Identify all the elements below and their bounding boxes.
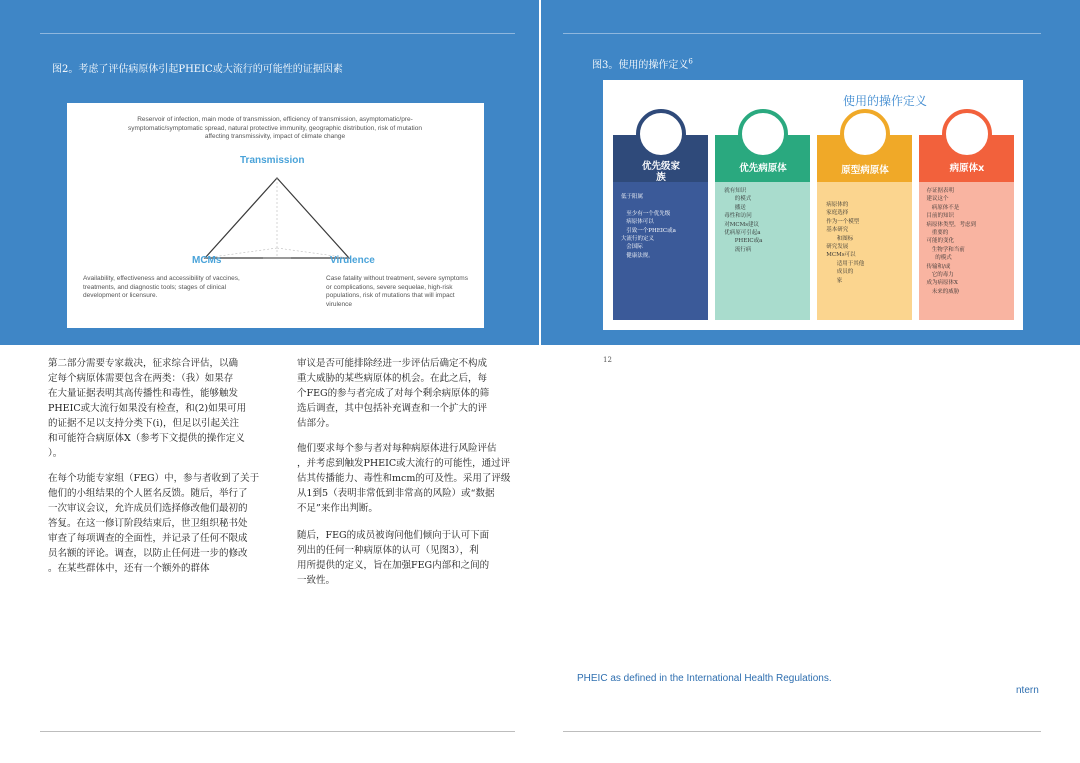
- figure2-evidence-triangle: [67, 103, 484, 328]
- col1-paragraph-1: 第二部分需要专家裁决，征求综合评估，以确 定每个病原体需要包含在两类：（我）如果存 在大量证据表明其高传播性和毒性，能够触发 PHEIC或大流行如果没有检查，和(2)如果可用 的证据不足以支持分类下(i)，但足以引起关注 和可能符合病原体X（参考下文提供的操作定义 ）。: [48, 358, 247, 459]
- column-heading: 病原体x: [949, 163, 985, 174]
- footnote-marker: 6: [688, 57, 693, 66]
- col2-paragraph-2: 他们要求每个参与者对每种病原体进行风险评估 ，并考虑到触发PHEIC或大流行的可能性，通过评 估其传播能力、毒性和mcm的可及性。采用了评级 从1到5（表明非常低到非常高的风险）或“数据 不足”来作出判断。: [297, 443, 511, 514]
- bottom-rule-right: [563, 731, 1041, 732]
- column-heading: 优先级家 族: [641, 161, 680, 183]
- figure2-caption: 图2。考虑了评估病原体引起PHEIC或大流行的可能性的证据因素: [52, 64, 343, 75]
- definition-column-priority-pathogen: [715, 135, 810, 320]
- definition-column-pathogen-x: [919, 135, 1014, 320]
- mcms-text: Availability, effectiveness and accessibility of vaccines, treatments, and diagnostic tools; stages of clinical development or licensure.: [83, 275, 240, 299]
- page-divider: [539, 0, 541, 763]
- definition-column-priority-family: [613, 135, 708, 320]
- triangle-diagram: [197, 173, 357, 263]
- bottom-rule-left: [40, 731, 515, 732]
- definition-column-prototype-pathogen: [817, 135, 912, 320]
- circle-icon: [840, 109, 890, 159]
- virulence-label: Virulence: [330, 255, 375, 266]
- circle-icon: [636, 109, 686, 159]
- column-text: 低于阳属 至少有一个优先级 病原体可以 引致一个PHEIC或a 大流行的定义 会国际 健康法规。: [621, 194, 676, 259]
- figure3-operational-definitions: [603, 80, 1023, 330]
- top-rule-left: [40, 33, 515, 34]
- page-number: 12: [603, 356, 612, 364]
- figure3-caption: [592, 56, 693, 71]
- col2-paragraph-1: 审议是否可能排除经进一步评估后确定不构成 重大威胁的某些病原体的机会。在此之后，每 个FEG的参与者完成了对每个剩余病原体的筛 选后调查，其中包括补充调查和一个扩大的评 估部分。: [297, 358, 490, 429]
- column-heading: 原型病原体: [841, 165, 889, 176]
- col1-paragraph-2: 在每个功能专家组（FEG）中，参与者收到了关于 他们的小组结果的个人匿名反馈。随后，举行了 一次审议会议，允许成员们选择修改他们最初的 答复。在这一修订阶段结束后，世卫组织秘书处 审查了每项调查的全面性，并记录了任何不限成 员名额的评论。调查，以防止任何进一步的修改 。在某些群体中，还有一个额外的群体: [48, 473, 260, 574]
- footnote-fragment: ntern: [1016, 685, 1039, 696]
- column-text: 就有知识 的模式 播送 毒性和访问 对MCMs建议 优病原可引起a PHEIC或a 流行病: [724, 188, 763, 253]
- reservoir-text: Reservoir of infection, main mode of transmission, efficiency of transmission, asymptomatic/pre-symptomatic/symptomatic spread, natural protective immunity, geographic distribution, risk of mutation affecting transmissivity, impact of climate change: [128, 116, 422, 140]
- column-text: 存证据表明 建议这个 病原体不是 目前的知识 病原体类型，考虑到 重要的 可能的变化 生物学和当前 的模式 传输和/或 它的毒力 成为病原体X 未来的威胁: [926, 188, 976, 295]
- circle-icon: [942, 109, 992, 159]
- footnote-text: PHEIC as defined in the International Health Regulations.: [577, 673, 832, 684]
- figure3-caption-text: 图3。使用的操作定义: [592, 60, 689, 71]
- circle-icon: [738, 109, 788, 159]
- column-heading: 优先病原体: [739, 163, 787, 174]
- mcms-label: MCMs: [192, 255, 222, 266]
- figure3-title: 使用的操作定义: [843, 94, 928, 108]
- virulence-text: Case fatality without treatment, severe symptoms or complications, severe sequelae, high-risk populations, risk of mutations that will impact virulence: [326, 275, 468, 308]
- col2-paragraph-3: 随后，FEG的成员被询问他们倾向于认可下面 列出的任何一种病原体的认可（见图3），利 用所提供的定义，旨在加强FEG内部和之间的 一致性。: [297, 530, 490, 586]
- column-text: 病原体的 家庭选择 作为一个模型 基本研究 和图标 研究发展 MCMs可以 适用于其他 成员的 家: [826, 202, 865, 284]
- top-rule-right: [563, 33, 1041, 34]
- transmission-label: Transmission: [240, 155, 305, 166]
